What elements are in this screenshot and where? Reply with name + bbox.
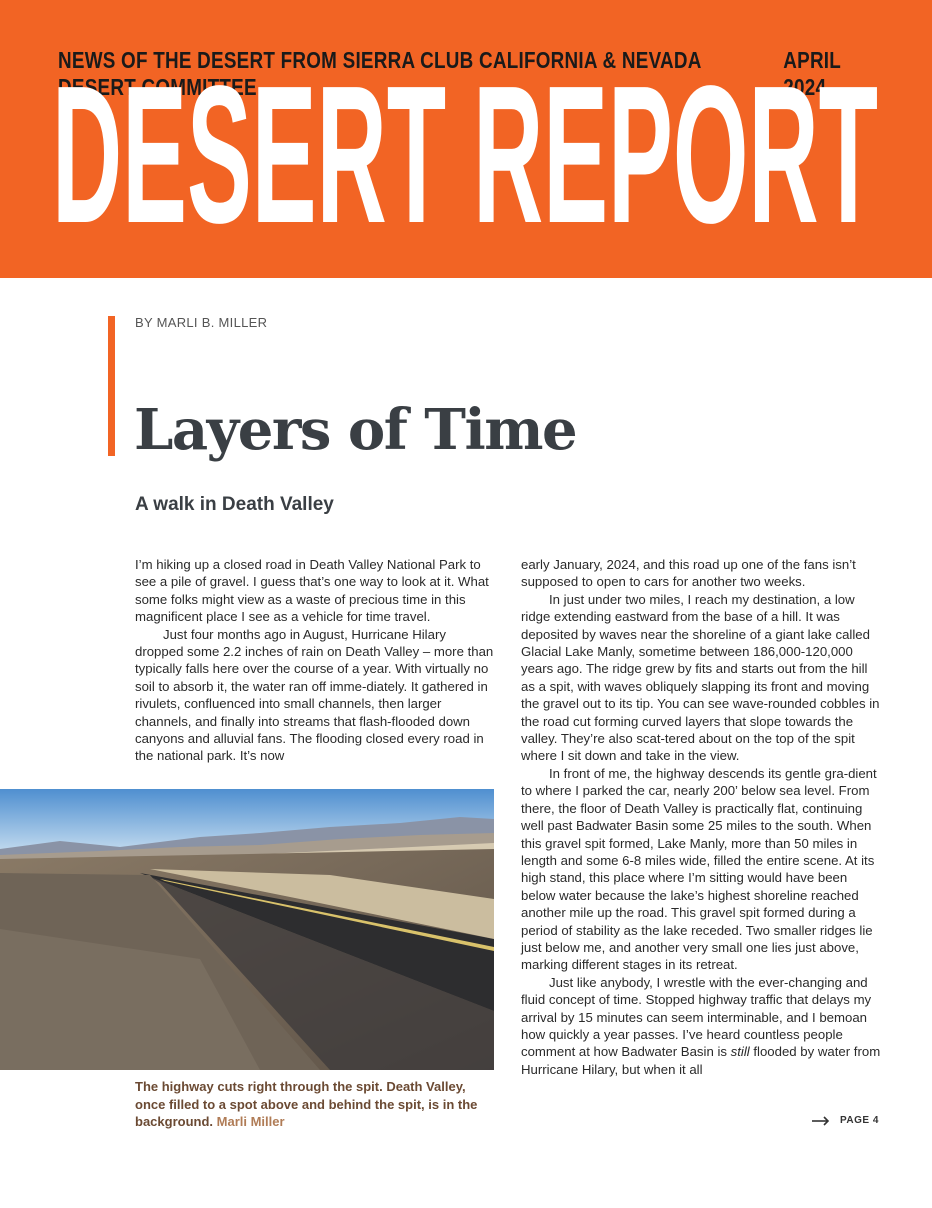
kicker-text: NEWS OF THE DESERT FROM SIERRA CLUB CALIFORNIA & NEVADA DESERT COMMITTEE bbox=[58, 47, 701, 100]
photo-credit: Marli Miller bbox=[216, 1114, 285, 1129]
arrow-right-icon bbox=[812, 1116, 830, 1126]
paragraph-text: Just like anybody, I wrestle with the ever-changing and fluid concept of time. Stopped highway traffic that delays my arrival by 15 minutes can seem interminable, and I bemoan how quickly a year passes. I’ve heard countless people comment at how Badwater Basin is bbox=[521, 974, 872, 1060]
paragraph bbox=[521, 974, 881, 1078]
article-column-1 bbox=[135, 556, 495, 765]
death-valley-photo bbox=[0, 789, 494, 1070]
article-column-2 bbox=[521, 556, 881, 1078]
issue-date: APRIL 2024 bbox=[783, 47, 841, 100]
paragraph: In front of me, the highway descends its gentle gra-dient to where I parked the car, nearly 200’ below sea level. From there, the floor of Death Valley is practically flat, continuing well past Badwater Basin some 25 miles to the south. When this gravel spit formed, Lake Manly, more than 50 miles in length and some 6-8 miles wide, filled the entire scene. At its high stand, this place where I’m sitting would have been below water because the lake’s highest shoreline reached another mile up the road. This gravel spit formed during a period of stability as the lake receded. Two smaller ridges lie just below me, and another very small one lies just above, marking different stages in its retreat. bbox=[521, 765, 877, 973]
caption-text: The highway cuts right through the spit. Death Valley, once filled to a spot above and behind the spit, is in the background. bbox=[135, 1079, 478, 1129]
paragraph: I’m hiking up a closed road in Death Valley National Park to see a pile of gravel. I guess that’s one way to look at it. What some folks might view as a waste of precious time in this magnificent place I see as a vehicle for time travel. bbox=[135, 557, 489, 625]
paragraph-text: flooded by water from Hurricane Hilary, but when it all bbox=[521, 1044, 881, 1077]
photo-illustration bbox=[0, 789, 494, 1070]
paragraph: Just four months ago in August, Hurricane Hilary dropped some 2.2 inches of rain on Death Valley – more than typically falls here over the course of a year. With virtually no soil to absorb it, the water ran off imme-diately. It gathered in rivulets, confluenced into small channels, then larger channels, and finally into streams that flash-flooded down canyons and alluvial fans. The flooding closed every road in the national park. It’s now bbox=[135, 626, 494, 764]
page-jump-label: PAGE 4 bbox=[840, 1115, 879, 1126]
masthead bbox=[0, 0, 932, 278]
page-jump[interactable] bbox=[812, 1115, 879, 1126]
paragraph: early January, 2024, and this road up one of the fans isn’t supposed to open to cars for another two weeks. bbox=[521, 557, 856, 590]
paragraph: In just under two miles, I reach my destination, a low ridge extending eastward from the base of a hill. It was deposited by waves near the shoreline of a giant lake called Glacial Lake Manly, sometime between 186,000-120,000 years ago. The ridge grew by fits and starts out from the hill as a spit, with waves obliquely slapping its front and moving the gravel out to its tip. You can see wave-rounded cobbles in the road cut forming curved layers that slope towards the valley. They’re also scat-tered about on the top of the spit where I sit down and take in the view. bbox=[521, 591, 880, 764]
accent-bar bbox=[108, 316, 115, 456]
byline: BY MARLI B. MILLER bbox=[135, 315, 268, 330]
masthead-title bbox=[52, 62, 880, 242]
emphasis: still bbox=[730, 1044, 750, 1060]
article-subhead: A walk in Death Valley bbox=[135, 494, 334, 515]
masthead-title-text: DESERT REPORT bbox=[52, 62, 878, 242]
article-headline: Layers of Time bbox=[134, 397, 577, 463]
photo-caption bbox=[135, 1078, 495, 1131]
